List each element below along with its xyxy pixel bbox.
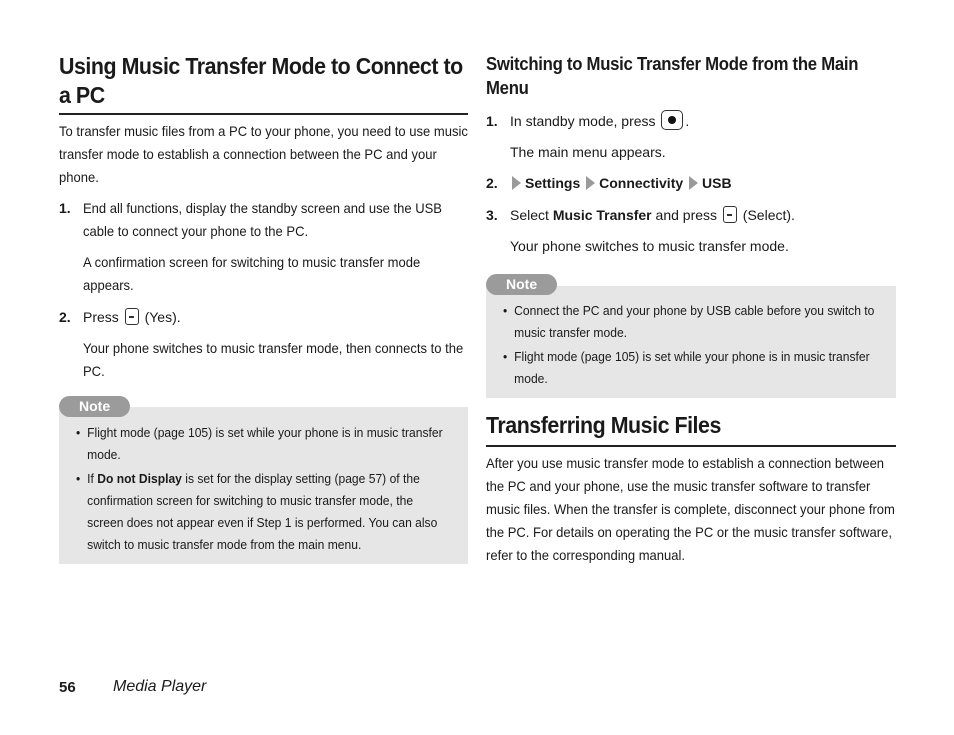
- step-number: 3.: [486, 207, 498, 223]
- page-number: 56: [59, 679, 76, 696]
- step-number: 2.: [486, 175, 498, 191]
- transfer-paragraph: After you use music transfer mode to establish a connection between the PC and your phone, use the music transfer software to transfer music files. When the transfer is complete, disconnect your phone from the PC. For details on operating the PC or the music transfer software, refer to the corresponding manual.: [486, 455, 895, 563]
- step-text: End all functions, display the standby screen and use the USB cable to connect your phone to the PC.: [83, 200, 442, 239]
- soft-key-left-icon: [125, 308, 139, 325]
- note-item: • If Do not Display is set for the display setting (page 57) of the confirmation screen for switching to music transfer mode, the screen does not appear even if Step 1 is performed. You can also switch to music transfer mode from the main menu.: [76, 471, 438, 552]
- note-label: Note: [59, 396, 130, 417]
- menu-item-music-transfer: Music Transfer: [552, 207, 652, 223]
- step-1: 1. In standby mode, press .: [486, 110, 896, 133]
- arrow-icon: [586, 176, 595, 190]
- step-result: Your phone switches to music transfer mode, then connects to the PC.: [83, 340, 464, 379]
- step-result: The main menu appears.: [510, 144, 666, 160]
- footer-section-name: Media Player: [113, 678, 207, 695]
- page-footer: [59, 677, 207, 698]
- step-number: 1.: [486, 113, 498, 129]
- menu-path-connectivity: Connectivity: [599, 175, 684, 191]
- step-3: 3. Select Music Transfer and press (Select).: [486, 204, 896, 227]
- intro-paragraph: To transfer music files from a PC to your phone, you need to use music transfer mode to establish a connection between the PC and your phone.: [59, 123, 468, 185]
- step-result: A confirmation screen for switching to music transfer mode appears.: [83, 254, 421, 293]
- section-title-transferring-music-files: Transferring Music Files: [486, 412, 721, 438]
- step-2: [59, 306, 468, 329]
- step-text: In standby mode, press: [510, 113, 656, 129]
- step-number: 2.: [59, 309, 71, 325]
- right-column: [486, 52, 896, 258]
- section-title-music-transfer-mode: Using Music Transfer Mode to Connect to a PC: [59, 53, 463, 108]
- step-text: Press: [83, 309, 119, 325]
- step-result: Your phone switches to music transfer mode.: [510, 238, 789, 254]
- menu-path-usb: USB: [702, 175, 732, 191]
- note-item: • Connect the PC and your phone by USB cable before you switch to music transfer mode.: [503, 303, 875, 340]
- transfer-section: [486, 411, 896, 567]
- left-column: [59, 52, 468, 383]
- subsection-title-main-menu: Switching to Music Transfer Mode from the Main Menu: [486, 54, 859, 98]
- center-key-icon: [661, 110, 683, 130]
- step-number: 1.: [59, 200, 71, 216]
- note-item: • Flight mode (page 105) is set while your phone is in music transfer mode.: [76, 425, 443, 462]
- arrow-icon: [689, 176, 698, 190]
- arrow-icon: [512, 176, 521, 190]
- title-rule: [486, 445, 896, 447]
- step-1: [59, 197, 468, 243]
- soft-key-left-icon: [723, 206, 737, 223]
- step-2: [486, 172, 896, 195]
- note-item: • Flight mode (page 105) is set while your phone is in music transfer mode.: [503, 349, 870, 386]
- note-label: Note: [486, 274, 557, 295]
- step-text-suffix: (Yes).: [144, 309, 181, 325]
- title-rule: [59, 113, 468, 115]
- menu-path-settings: Settings: [525, 175, 581, 191]
